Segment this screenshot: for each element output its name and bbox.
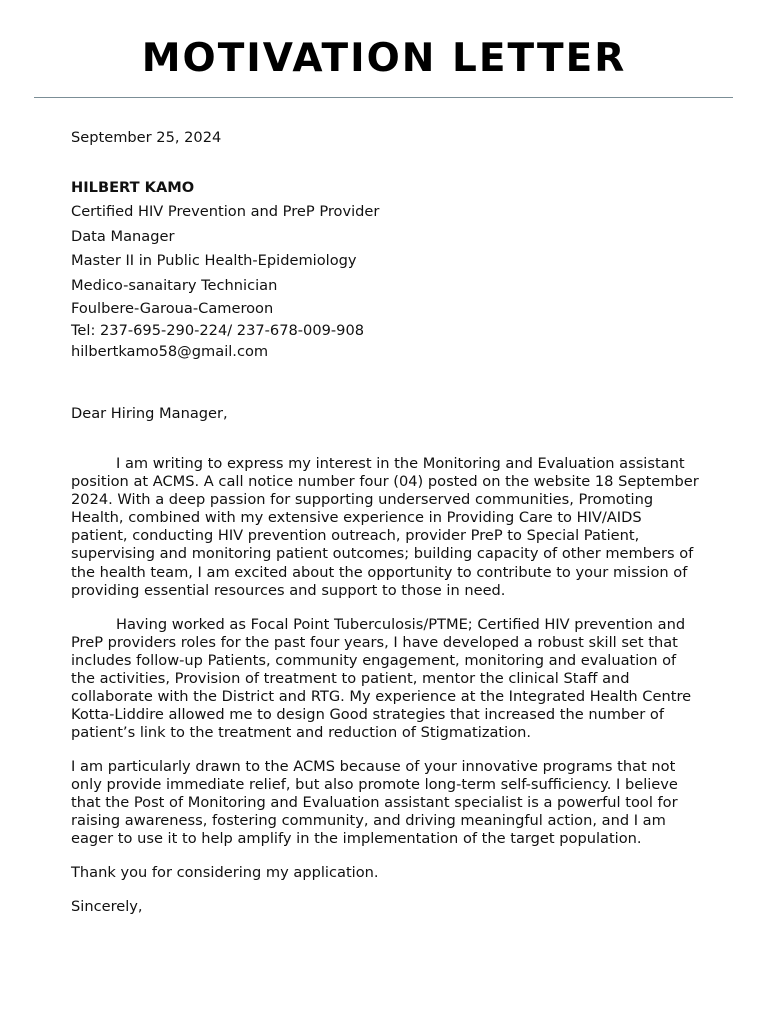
letter-body	[71, 455, 699, 932]
sender-phone: Tel: 237-695-290-224/ 237-678-009-908	[71, 321, 365, 339]
letter-date: September 25, 2024	[71, 129, 222, 146]
sender-block	[71, 176, 699, 363]
salutation: Dear Hiring Manager,	[71, 405, 228, 422]
sender-email: hilbertkamo58@gmail.com	[71, 343, 269, 361]
title-divider	[34, 97, 733, 98]
body-paragraph-intro: I am writing to express my interest in the Monitoring and Evaluation assistant position at ACMS. A call notice number four (04) posted on the website 18 September 2024. With a deep passion for supporting underserved communities, Promoting Health, combined with my extensive experience in Providing Care to HIV/AIDS patient, conducting HIV prevention outreach, provider PreP to Special Patient, supervising and monitoring patient outcomes; building capacity of other members of the health team, I am excited about the opportunity to contribute to your mission of providing essential resources and support to those in need.	[71, 455, 699, 599]
sender-credential: Certified HIV Prevention and PreP Provider	[71, 203, 380, 221]
sender-role: Data Manager	[71, 227, 175, 245]
body-paragraph-experience: Having worked as Focal Point Tuberculosis/PTME; Certified HIV prevention and PreP providers roles for the past four years, I have developed a robust skill set that includes follow-up Patients, community engagement, monitoring and evaluation of the activities, Provision of treatment to patient, mentor the clinical Staff and collaborate with the District and RTG. My experience at the Integrated Health Centre Kotta-Liddire allowed me to design Good strategies that increased the number of patient’s link to the treatment and reduction of Stigmatization.	[71, 615, 692, 742]
sender-degree: Master II in Public Health-Epidemiology	[71, 252, 357, 270]
thanks-line: Thank you for considering my application.	[71, 864, 379, 882]
page-title: MOTIVATION LETTER	[141, 36, 627, 81]
body-paragraph-motivation: I am particularly drawn to the ACMS because of your innovative programs that not only provide immediate relief, but also promote long-term self-sufficiency. I believe that the Post of Monitoring and Evaluation assistant specialist is a powerful tool for raising awareness, fostering community, and driving meaningful action, and I am eager to use it to help amplify in the implementation of the target population.	[71, 758, 678, 848]
sender-name: HILBERT KAMO	[71, 179, 195, 196]
sender-qualification: Medico-sanaitary Technician	[71, 276, 278, 294]
signoff: Sincerely,	[71, 898, 143, 916]
sender-address: Foulbere-Garoua-Cameroon	[71, 300, 274, 318]
